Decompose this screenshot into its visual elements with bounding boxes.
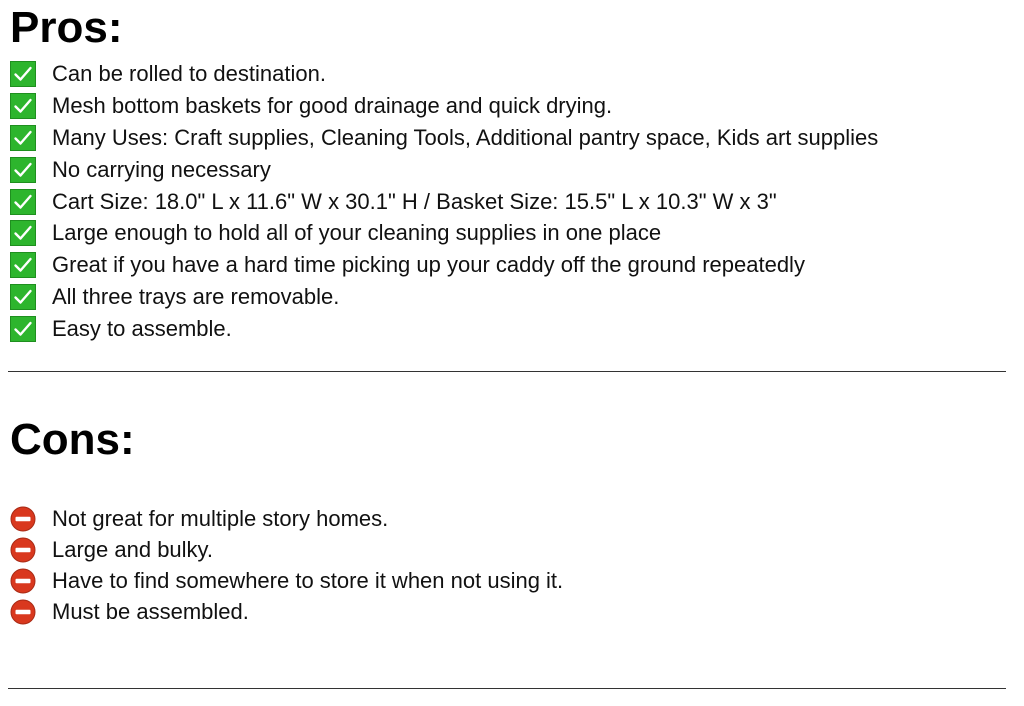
pros-list-item [10,58,878,90]
minus-circle-icon [10,568,36,594]
cons-item-text: Not great for multiple story homes. [52,505,389,531]
check-icon [10,316,36,342]
pros-list-item [10,313,878,345]
cons-item-text: Must be assembled. [52,598,249,624]
cons-item-text: Large and bulky. [52,536,214,562]
pros-list-item [10,217,878,249]
check-icon [10,61,36,87]
cons-list-item [10,596,563,627]
pros-item-text: Easy to assemble. [52,316,232,342]
pros-list-item [10,122,878,154]
cons-heading: Cons: [10,415,135,464]
pros-list-item [10,281,878,313]
pros-item-text: No carrying necessary [52,156,271,182]
pros-item-text: All three trays are removable. [52,284,340,310]
pros-item-text: Large enough to hold all of your cleaning supplies in one place [52,220,662,246]
check-icon [10,125,36,151]
pros-item-text: Cart Size: 18.0" L x 11.6" W x 30.1" H / Basket Size: 15.5" L x 10.3" W x 3" [52,188,777,214]
minus-circle-icon [10,506,36,532]
cons-list-item [10,534,563,565]
check-icon [10,220,36,246]
cons-list-item [10,565,563,596]
check-icon [10,284,36,310]
cons-item-text: Have to find somewhere to store it when not using it. [52,567,564,593]
check-icon [10,189,36,215]
cons-list-item [10,503,563,534]
check-icon [10,157,36,183]
minus-circle-icon [10,537,36,563]
pros-item-text: Great if you have a hard time picking up your caddy off the ground repeatedly [52,252,805,278]
check-icon [10,252,36,278]
minus-circle-icon [10,599,36,625]
pros-heading: Pros: [10,3,123,52]
pros-item-text: Can be rolled to destination. [52,60,326,86]
pros-list-item [10,154,878,186]
check-icon [10,93,36,119]
section-divider [8,688,1006,689]
pros-list-item [10,186,878,218]
pros-list-item [10,249,878,281]
cons-list [10,503,563,627]
pros-item-text: Mesh bottom baskets for good drainage and quick drying. [52,92,613,118]
pros-item-text: Many Uses: Craft supplies, Cleaning Tools, Additional pantry space, Kids art supplies [52,124,879,150]
pros-list-item [10,90,878,122]
section-divider [8,371,1006,372]
pros-list [10,58,878,345]
